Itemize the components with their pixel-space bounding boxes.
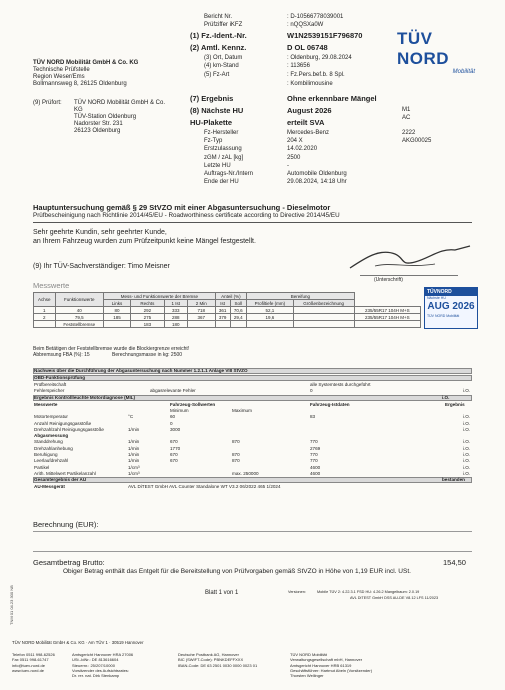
au-cell: Maximum bbox=[232, 407, 252, 413]
table-cell: 29,4 bbox=[230, 314, 247, 321]
footer-text: www.tuev-nord.de bbox=[12, 667, 45, 673]
vehicle-label: Ende der HU bbox=[204, 179, 239, 186]
au-cell: 4600 bbox=[310, 464, 321, 470]
table-cell: 288 bbox=[164, 314, 187, 321]
au-cell: 1/cm³ bbox=[128, 470, 140, 476]
table-cell: 40 bbox=[55, 307, 103, 314]
table-cell bbox=[230, 321, 247, 328]
table-header: Funktionswerte bbox=[55, 293, 103, 307]
au-cell: AVL DiTEST GmbH AVL Counter Standalone WT V3.2 06/2022 465 1/2024 bbox=[128, 484, 281, 490]
hu-plakette-stamp: TÜVNORD Nächste HU AUG 2026 TÜV NORD Mobilität bbox=[424, 287, 478, 329]
section-result: i.O. bbox=[442, 394, 450, 400]
report-label: (8) Nächste HU bbox=[190, 106, 244, 115]
au-label: Fehlerspeicher bbox=[34, 388, 65, 394]
table-subheader: Links bbox=[103, 300, 130, 307]
table-subheader: Profiltiefe (mm) bbox=[247, 300, 294, 307]
au-cell: 3000 bbox=[170, 426, 181, 432]
company-address: Bollmannsweg 8, 26125 Oldenburg bbox=[33, 81, 127, 87]
messwerte-title: Messwerte bbox=[33, 281, 70, 290]
au-label: Prüfbereitschaft bbox=[34, 382, 67, 387]
report-label: HU-Plakette bbox=[190, 118, 233, 127]
table-cell bbox=[293, 307, 354, 314]
brake-note: Beim Betätigen der Feststellbremse wurde die Blockiergrenze erreicht! bbox=[33, 346, 190, 352]
table-cell bbox=[293, 314, 354, 321]
footer-text: IBAN-Code: DE 63 2501 0030 0000 0023 01 bbox=[178, 662, 258, 668]
mass-note: Berechnungsmasse in kg: 2500 bbox=[112, 352, 183, 358]
au-cell: 1/min bbox=[128, 458, 140, 464]
au-cell: AU-Messgerät bbox=[34, 484, 65, 490]
company-name: TÜV NORD Mobilität GmbH & Co. KG bbox=[33, 60, 139, 66]
table-cell bbox=[103, 321, 130, 328]
pruefort-line: TÜV NORD Mobilität GmbH & Co. bbox=[74, 100, 166, 106]
company-region: Region Weser/Ems bbox=[33, 74, 85, 80]
pruefort-label: (9) Prüfort: bbox=[33, 100, 62, 106]
au-result: i.O. bbox=[463, 426, 471, 432]
pruefort-line: Nadorster Str. 231 bbox=[74, 121, 123, 127]
table-cell bbox=[354, 321, 420, 328]
fba-note: Abbremsung FBA (%): 15 bbox=[33, 352, 90, 358]
au-cell: 0 bbox=[170, 420, 173, 426]
au-cell: 870 bbox=[232, 452, 240, 457]
section-title: Nachweis über die Durchführung der Abgasuntersuchung nach Nummer 1.2.1.1 Anlage VIII StVZO bbox=[34, 368, 248, 373]
table-row bbox=[34, 314, 421, 321]
table-cell bbox=[187, 321, 215, 328]
report-value: : Kombilimousine bbox=[287, 81, 333, 87]
company-dept: Technische Prüfstelle bbox=[33, 67, 90, 73]
table-cell bbox=[247, 321, 294, 328]
versionen-line-1: Mobile TÜV 2: 4.22.3.1 FSD HU: 4.26.2 Mangelbaum: 2.0.19 bbox=[317, 590, 420, 594]
vehicle-value: 204 X bbox=[287, 138, 303, 145]
table-cell: 183 bbox=[130, 321, 164, 328]
au-cell: 670 bbox=[170, 458, 178, 464]
table-cell: Feststellbremse bbox=[55, 321, 103, 328]
divider bbox=[33, 222, 472, 223]
section-title: Ergebnis Kontrollleuchte Motordiagnose (MIL) bbox=[34, 394, 136, 400]
au-cell: 0 bbox=[310, 388, 313, 394]
versionen-line-2: AVL DiTEST GmbH DSS AU-DE V8.12 LFS 11/2023 bbox=[350, 596, 439, 600]
section-result: bestanden bbox=[442, 477, 465, 483]
footer-text: Telefon 0511 998-62526 bbox=[12, 652, 55, 657]
au-label: Standdrehung bbox=[34, 439, 63, 445]
footer-text: Deutsche Postbank AG, Hannover bbox=[178, 652, 239, 657]
table-subheader: Soll bbox=[230, 300, 247, 307]
au-cell: 770 bbox=[310, 458, 318, 464]
table-row bbox=[34, 307, 421, 314]
pruefort-line: KG bbox=[74, 107, 83, 113]
report-value: : Oldenburg, 29.08.2024 bbox=[287, 55, 352, 61]
au-cell: alle Systemtests durchgeführt bbox=[310, 382, 371, 387]
au-result: i.O. bbox=[463, 439, 471, 445]
report-label: (1) Fz.-Ident.-Nr. bbox=[190, 31, 247, 40]
au-label: Partikel bbox=[34, 464, 50, 470]
table-cell: 367 bbox=[187, 314, 215, 321]
table-cell: 79,5 bbox=[55, 314, 103, 321]
au-cell: 1/min bbox=[128, 452, 140, 457]
table-cell: 2 bbox=[34, 314, 56, 321]
au-result: i.O. bbox=[463, 458, 471, 464]
report-label: Bericht Nr. bbox=[204, 14, 233, 20]
report-value: W1N2539151F796870 bbox=[287, 31, 363, 40]
gesamtbetrag-label: Gesamtbetrag Brutto: bbox=[33, 558, 105, 567]
inspector-label: (9) Ihr TÜV-Sachverständiger: Timo Meisner bbox=[33, 263, 170, 270]
table-cell: 275 bbox=[130, 314, 164, 321]
table-cell: 52,1 bbox=[247, 307, 294, 314]
vehicle-label: zGM / zAL [kg] bbox=[204, 154, 244, 161]
table-cell: 379 bbox=[215, 314, 230, 321]
report-label: (2) Amtl. Kennz. bbox=[190, 43, 247, 52]
au-cell: 4600 bbox=[310, 470, 321, 476]
au-cell: 83 bbox=[310, 414, 316, 420]
table-cell: 19,6 bbox=[247, 314, 294, 321]
signature-line bbox=[360, 275, 458, 276]
report-value: erteilt SVA bbox=[287, 118, 325, 127]
au-cell: Messwerte bbox=[34, 401, 58, 407]
vehicle-label: Fz-Hersteller bbox=[204, 130, 239, 136]
footer-text: Vorsitzender des Aufsichtsrates: bbox=[72, 667, 129, 673]
fz-art-code-1: M1 bbox=[402, 107, 411, 113]
section-bar bbox=[33, 375, 472, 381]
au-cell: 670 bbox=[170, 439, 178, 445]
greeting-line-1: Sehr geehrte Kundin, sehr geehrter Kunde, bbox=[33, 229, 167, 236]
greeting-line-2: an Ihrem Fahrzeug wurden zum Prüfzeitpunkt keine Mängel festgestellt. bbox=[33, 238, 256, 245]
section-title: OBD-Funktionsprüfung bbox=[34, 375, 86, 380]
report-value: Ohne erkennbare Mängel bbox=[287, 94, 377, 103]
report-value: August 2026 bbox=[287, 106, 332, 115]
vehicle-value: Mercedes-Benz bbox=[287, 130, 330, 136]
au-result: i.O. bbox=[463, 470, 471, 476]
au-cell: 2769 bbox=[310, 445, 321, 451]
vehicle-label: Fz-Typ bbox=[204, 138, 223, 145]
report-value: D OL 06748 bbox=[287, 43, 328, 52]
footer-text: Fax 0511 998-61747 bbox=[12, 657, 49, 663]
vehicle-value: - bbox=[287, 162, 289, 169]
document-title: Hauptuntersuchung gemäß § 29 StVZO mit einer Abgasuntersuchung - Dieselmotor bbox=[33, 203, 331, 212]
au-cell: 1/min bbox=[128, 445, 140, 451]
au-cell: 1/min bbox=[128, 439, 140, 445]
table-header: Achse bbox=[34, 293, 56, 307]
form-number: TNM 01 04.23 300 NB bbox=[9, 585, 14, 625]
au-result: i.O. bbox=[463, 414, 471, 420]
table-subheader: Rechts bbox=[130, 300, 164, 307]
table-cell bbox=[293, 321, 354, 328]
footer-text: USt.-IdNr.: DE 813616604 bbox=[72, 657, 119, 663]
au-cell: 670 bbox=[170, 452, 178, 457]
au-label: Anzahl Reinigungsgasstöße bbox=[34, 420, 92, 426]
vehicle-label: Auftrags-Nr./Intern bbox=[204, 171, 254, 177]
au-cell: 770 bbox=[310, 452, 318, 457]
au-result: i.O. bbox=[463, 445, 471, 451]
report-label: (7) Ergebnis bbox=[190, 94, 234, 103]
au-cell: Fahrzeug-Sollwerten bbox=[170, 401, 216, 407]
table-cell: 185 bbox=[103, 314, 130, 321]
table-header: Mess- und Funktionswerte der Bremse bbox=[103, 293, 215, 300]
au-cell: 60 bbox=[170, 414, 176, 420]
table-row bbox=[34, 321, 421, 328]
table-cell: 235/55R17 104H M+S bbox=[354, 307, 420, 314]
table-subheader: Größenbezeichnung bbox=[293, 300, 354, 307]
vehicle-label: Erstzulassung bbox=[204, 146, 242, 153]
pruefort-line: 26123 Oldenburg bbox=[74, 128, 121, 134]
divider bbox=[33, 551, 472, 552]
au-label: Motortemperatur bbox=[34, 414, 68, 420]
au-cell: max. 250000 bbox=[232, 470, 259, 476]
report-label: (3) Ort, Datum bbox=[204, 55, 243, 61]
gesamtbetrag-amount: 154,50 bbox=[443, 558, 466, 567]
vehicle-value: 14.02.2020 bbox=[287, 146, 318, 153]
vehicle-label: Letzte HU bbox=[204, 162, 231, 169]
au-cell: Abgasmessung bbox=[34, 433, 69, 439]
footer-text: Verwaltungsgesellschaft mbH, Hannover bbox=[290, 657, 363, 663]
au-label: Arith. Mittelwert Partikelanzahl bbox=[34, 470, 96, 476]
section-bar bbox=[33, 477, 472, 483]
vehicle-value: 29.08.2024, 14:18 Uhr bbox=[287, 179, 347, 186]
au-cell: 1770 bbox=[170, 445, 181, 451]
table-header: Anteil (%) bbox=[215, 293, 246, 300]
footer-text: Thorsten Wellinger bbox=[290, 673, 324, 679]
vehicle-value: Automobile Oldenburg bbox=[287, 171, 347, 177]
au-result: i.O. bbox=[463, 452, 471, 457]
report-value: : D-10566778039001 bbox=[287, 14, 344, 20]
au-cell: 870 bbox=[232, 439, 240, 445]
table-cell: 292 bbox=[130, 307, 164, 314]
pruefort-line: TÜV-Station Oldenburg bbox=[74, 114, 137, 120]
au-cell: 870 bbox=[232, 458, 240, 464]
table-cell bbox=[34, 321, 56, 328]
footer-company: TÜV NORD Mobilität GmbH & Co. KG · Am TÜV 1 · 30519 Hannover bbox=[12, 640, 144, 645]
table-cell: 70,6 bbox=[230, 307, 247, 314]
table-subheader: 1 Ist bbox=[164, 300, 187, 307]
au-label: Leerlaufdrehzahl bbox=[34, 458, 69, 464]
table-cell: 180 bbox=[164, 321, 187, 328]
footer-text: Geschäftsführer: Hartmut Abeln (Vorsitzender) bbox=[290, 667, 373, 673]
versionen-label: Versionen: bbox=[288, 590, 306, 594]
report-label: (4) km-Stand bbox=[204, 63, 239, 69]
brake-tire-table bbox=[33, 292, 421, 328]
au-result: i.O. bbox=[463, 464, 471, 470]
footer-text: Dr. rer. nat. Dirk Stenkamp bbox=[72, 673, 120, 679]
vehicle-code: 2222 bbox=[402, 130, 416, 136]
report-value: : nQQSXa0W bbox=[287, 22, 324, 28]
au-cell: °C bbox=[128, 414, 134, 420]
signature-graphic bbox=[345, 240, 475, 275]
document-subtitle: Prüfbescheinigung nach Richtlinie 2014/45/EU - Roadworthiness certificate according to Directive 2014/45/EU bbox=[33, 212, 340, 219]
footer-text: BIC (SWIFT-Code): PBNKDEFFXXX bbox=[178, 657, 244, 663]
section-title: Gesamtergebnis der AU bbox=[34, 477, 87, 483]
table-header: Bereifung bbox=[247, 293, 355, 300]
table-cell: 1 bbox=[34, 307, 56, 314]
au-result: i.O. bbox=[463, 388, 471, 394]
table-subheader: 2 Min bbox=[187, 300, 215, 307]
au-cell: 1/min bbox=[128, 426, 140, 432]
page-count: Blatt 1 von 1 bbox=[205, 590, 239, 596]
table-cell: 333 bbox=[164, 307, 187, 314]
au-label: Beruhigung bbox=[34, 452, 58, 457]
au-cell: abgasrelevante Fehler bbox=[150, 388, 196, 394]
au-result: i.O. bbox=[463, 420, 471, 426]
footer-text: TÜV NORD Mobilität bbox=[290, 652, 327, 657]
footer-text: Amtsgericht Hannover HRA 27006 bbox=[72, 652, 134, 657]
tuev-nord-logo: TÜV NORD Mobilität bbox=[397, 29, 475, 75]
au-cell: Minimum bbox=[170, 407, 189, 413]
au-cell: 770 bbox=[310, 439, 318, 445]
report-value: : 113656 bbox=[287, 63, 310, 69]
table-cell bbox=[215, 321, 230, 328]
vehicle-value: 2500 bbox=[287, 154, 301, 161]
footer-text: Amtsgericht Hannover HRB 61319 bbox=[290, 662, 352, 668]
au-cell: Fahrzeug-Istdaten bbox=[310, 401, 350, 407]
gesamtbetrag-note: Obiger Betrag enthält das Entgelt für die Bereitstellung von Prüfvorgaben gemäß StVZO in Höhe von 1,19 EUR incl. USt. bbox=[63, 568, 411, 575]
footer-text: info@tuev-nord.de bbox=[12, 662, 45, 668]
divider bbox=[33, 531, 472, 532]
au-label: Drehzahlzahl Reinigungsgasstöße bbox=[34, 426, 104, 432]
report-label: (5) Fz-Art bbox=[204, 72, 230, 78]
table-subheader: Ist bbox=[215, 300, 230, 307]
au-label: Drehzahlanhebung bbox=[34, 445, 73, 451]
signature-caption: (Unterschrift) bbox=[374, 277, 403, 283]
au-cell: Ergebnis bbox=[445, 401, 465, 407]
report-label: Prüfziffer iKFZ bbox=[204, 22, 243, 28]
au-cell: 1/cm³ bbox=[128, 464, 140, 470]
footer-text: Steuernr.: 25/207/10000 bbox=[72, 662, 115, 668]
vehicle-code: AKG00025 bbox=[402, 138, 432, 145]
table-cell: 361 bbox=[215, 307, 230, 314]
table-cell: 718 bbox=[187, 307, 215, 314]
fz-art-code-2: AC bbox=[402, 115, 411, 121]
table-cell: 80 bbox=[103, 307, 130, 314]
berechnung-label: Berechnung (EUR): bbox=[33, 520, 99, 529]
report-value: : Fz.Pers.bef.b. 8 Spl. bbox=[287, 72, 345, 78]
table-cell: 235/55R17 104H M+S bbox=[354, 314, 420, 321]
